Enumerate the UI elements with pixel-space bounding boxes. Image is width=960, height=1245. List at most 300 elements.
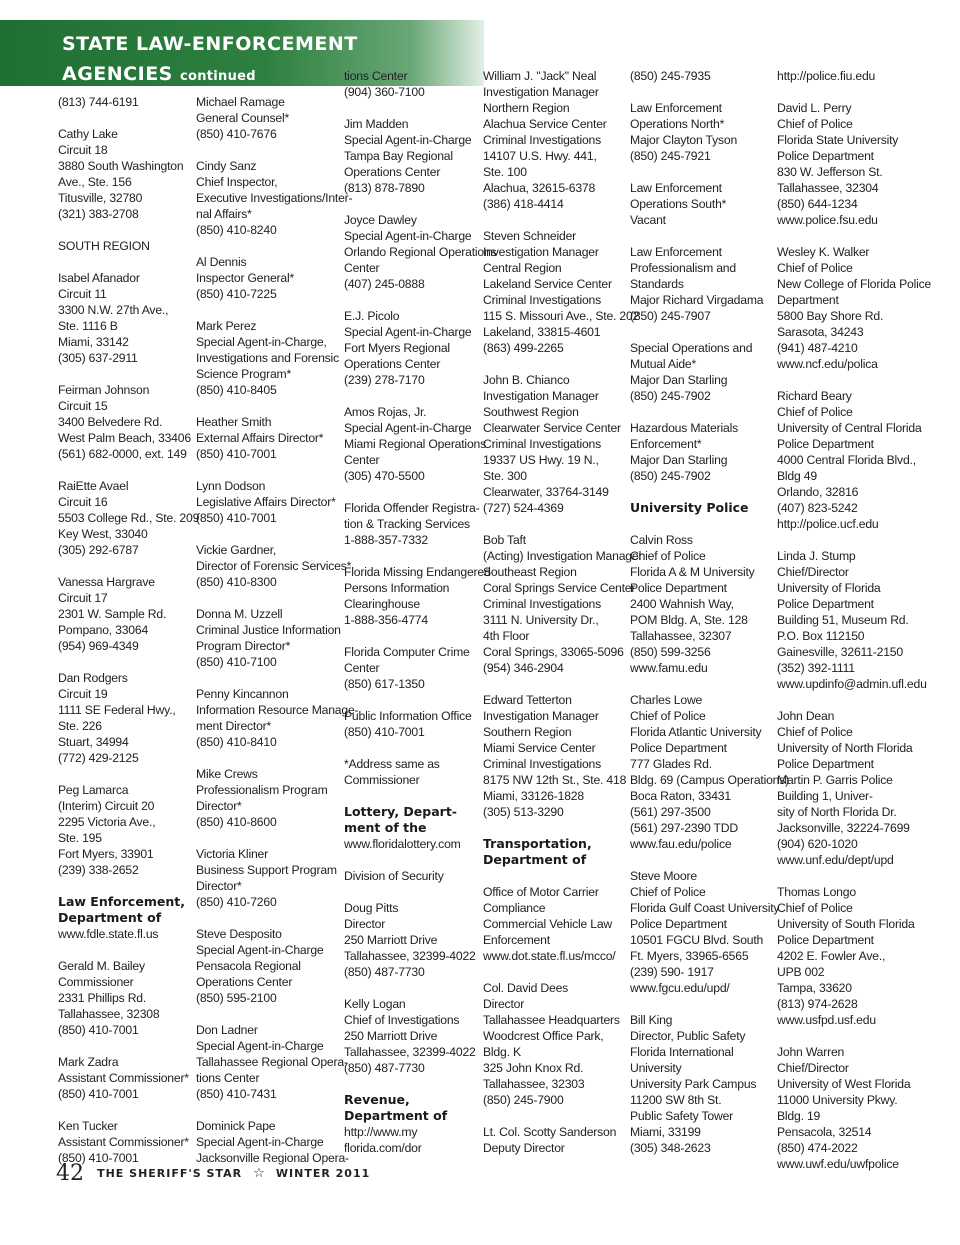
directory-line: Southwest Region [483, 405, 579, 419]
directory-line: Martin P. Garris Police [777, 773, 893, 787]
spacer [344, 196, 474, 212]
directory-line: 2331 Phillips Rd. [58, 991, 147, 1005]
directory-line: (305) 637-2911 [58, 351, 138, 365]
directory-line: SOUTH REGION [58, 239, 150, 253]
directory-line: Office of Motor Carrier [483, 885, 599, 899]
directory-line: Building 51, Museum Rd. [777, 613, 909, 627]
directory-line: (850) 410-7260 [196, 895, 277, 909]
directory-line: Tampa Bay Regional [344, 149, 453, 163]
directory-line: Southeast Region [483, 565, 577, 579]
directory-line: Persons Information [344, 581, 450, 595]
directory-line: Criminal Investigations [483, 437, 602, 451]
spacer [196, 526, 334, 542]
directory-line: Southern Region [483, 725, 572, 739]
spacer [777, 84, 915, 100]
spacer [344, 100, 474, 116]
directory-line: (850) 245-7921 [630, 149, 711, 163]
directory-line: (850) 245-7900 [483, 1093, 564, 1107]
directory-line: Jacksonville Regional Opera- [196, 1151, 349, 1165]
spacer [630, 484, 768, 500]
directory-line: Operations Center [344, 357, 441, 371]
directory-line: (561) 682-0000, ext. 149 [58, 447, 187, 461]
directory-line: Center [344, 453, 380, 467]
directory-line: Feirman Johnson [58, 383, 150, 397]
directory-line: www.usfpd.usf.edu [777, 1013, 876, 1027]
directory-line: Chief of Police [630, 885, 706, 899]
directory-line: Miami, 33126-1828 [483, 789, 584, 803]
directory-line: New College of Florida Police [777, 277, 932, 291]
directory-line: http://www.my [344, 1125, 418, 1139]
spacer [344, 980, 474, 996]
directory-line: Police Department [630, 741, 727, 755]
directory-line: Investigation Manager [483, 709, 599, 723]
directory-line: http://police.fiu.edu [777, 69, 876, 83]
directory-line: www.updinfo@admin.ufl.edu [777, 677, 927, 691]
spacer [483, 356, 623, 372]
directory-line: Major Richard Virgadama [630, 293, 764, 307]
directory-line: Chief of Police [777, 261, 853, 275]
directory-line: Bldg 49 [777, 469, 817, 483]
directory-line: William J. "Jack" Neal [483, 69, 597, 83]
publication-name: THE SHERIFF'S STAR [97, 1167, 243, 1180]
directory-line: Steve Moore [630, 869, 697, 883]
agency-heading: Transportation, [483, 836, 592, 851]
directory-line: Chief/Director [777, 1061, 849, 1075]
directory-line: Fort Myers Regional [344, 341, 450, 355]
directory-line: (561) 297-2390 TDD [630, 821, 738, 835]
directory-line: Circuit 15 [58, 399, 108, 413]
directory-line: Penny Kincannon [196, 687, 289, 701]
directory-line: Alachua Service Center [483, 117, 607, 131]
directory-line: (850) 474-2022 [777, 1141, 858, 1155]
directory-line: Police Department [777, 757, 874, 771]
directory-line: 19337 US Hwy. 19 N., [483, 453, 599, 467]
directory-line: Stuart, 34994 [58, 735, 129, 749]
directory-line: Investigation Manager [483, 85, 599, 99]
directory-line: University of Florida [777, 581, 881, 595]
directory-line: (850) 245-7902 [630, 389, 711, 403]
directory-line: Tallahassee, 32303 [483, 1077, 585, 1091]
directory-line: Inspector General* [196, 271, 295, 285]
directory-line: (850) 410-8600 [196, 815, 277, 829]
spacer [344, 388, 474, 404]
directory-line: Investigation Manager [483, 389, 599, 403]
directory-line: Isabel Afanador [58, 271, 140, 285]
directory-line: Professionalism Program [196, 783, 328, 797]
directory-line: Chief of Investigations [344, 1013, 460, 1027]
directory-line: (863) 499-2265 [483, 341, 564, 355]
directory-line: 1-888-357-7332 [344, 533, 428, 547]
directory-column-6 [777, 68, 932, 1172]
directory-line: Orlando, 32816 [777, 485, 859, 499]
directory-line: Chief of Police [777, 725, 853, 739]
agency-heading: Department of [344, 1108, 448, 1123]
directory-line: 3111 N. University Dr., [483, 613, 599, 627]
directory-line: Calvin Ross [630, 533, 693, 547]
spacer [630, 228, 768, 244]
directory-line: 1111 SE Federal Hwy., [58, 703, 176, 717]
directory-line: (850) 410-7001 [344, 725, 425, 739]
agency-heading: Lottery, Depart- [344, 804, 457, 819]
directory-line: Don Ladner [196, 1023, 258, 1037]
spacer [777, 372, 915, 388]
directory-line: Florida A & M University [630, 565, 755, 579]
directory-line: Lakeland, 33815-4601 [483, 325, 601, 339]
directory-line: Titusville, 32780 [58, 191, 143, 205]
spacer [58, 654, 188, 670]
directory-line: Major Dan Starling [630, 373, 728, 387]
directory-line: Public Safety Tower [630, 1109, 734, 1123]
directory-line: (850) 410-7001 [58, 1087, 139, 1101]
directory-line: Pensacola Regional [196, 959, 301, 973]
directory-line: (850) 410-7431 [196, 1087, 277, 1101]
directory-line: John B. Chianco [483, 373, 570, 387]
directory-line: (850) 599-3256 [630, 645, 711, 659]
directory-line: 4th Floor [483, 629, 530, 643]
directory-line: Amos Rojas, Jr. [344, 405, 427, 419]
directory-line: Dan Rodgers [58, 671, 128, 685]
directory-line: (813) 744-6191 [58, 95, 139, 109]
directory-line: Bldg. 69 (Campus Operations) [630, 773, 790, 787]
spacer [483, 212, 623, 228]
directory-line: Fort Myers, 33901 [58, 847, 154, 861]
directory-line: Mark Zadra [58, 1055, 119, 1069]
directory-line: Director of Forensic Services* [196, 559, 352, 573]
directory-line: (850) 595-2100 [196, 991, 277, 1005]
directory-line: Clearwater, 33764-3149 [483, 485, 609, 499]
directory-line: Tampa, 33620 [777, 981, 852, 995]
directory-line: Charles Lowe [630, 693, 703, 707]
directory-line: Bill King [630, 1013, 673, 1027]
directory-line: Division of Security [344, 869, 444, 883]
directory-line: Enforcement* [630, 437, 702, 451]
directory-line: John Warren [777, 1045, 845, 1059]
directory-line: University Park Campus [630, 1077, 757, 1091]
directory-line: (561) 297-3500 [630, 805, 711, 819]
directory-line: Cathy Lake [58, 127, 118, 141]
directory-line: 14107 U.S. Hwy. 441, [483, 149, 597, 163]
directory-line: Ave., Ste. 156 [58, 175, 132, 189]
spacer [777, 692, 915, 708]
directory-line: Legislative Affairs Director* [196, 495, 336, 509]
directory-line: Center [344, 261, 380, 275]
directory-line: (850) 245-7935 [630, 69, 711, 83]
directory-line: John Dean [777, 709, 835, 723]
directory-line: West Palm Beach, 33406 [58, 431, 191, 445]
directory-line: Building 1, Univer- [777, 789, 873, 803]
directory-line: Sarasota, 34243 [777, 325, 864, 339]
spacer [630, 852, 768, 868]
directory-line: Science Program* [196, 367, 292, 381]
directory-line: (239) 278-7170 [344, 373, 425, 387]
directory-line: Director* [196, 799, 242, 813]
directory-line: sity of North Florida Dr. [777, 805, 897, 819]
directory-line: Edward Tetterton [483, 693, 572, 707]
directory-line: Clearinghouse [344, 597, 420, 611]
directory-line: (305) 470-5500 [344, 469, 425, 483]
agency-heading: Law Enforcement, [58, 894, 185, 909]
directory-line: 5503 College Rd., Ste. 209 [58, 511, 200, 525]
directory-line: Miami, 33142 [58, 335, 129, 349]
directory-line: Donna M. Uzzell [196, 607, 283, 621]
directory-line: Richard Beary [777, 389, 852, 403]
directory-line: Chief of Police [777, 405, 853, 419]
directory-line: Assistant Commissioner* [58, 1071, 189, 1085]
directory-line: Tallahassee, 32399-4022 [344, 1045, 476, 1059]
directory-line: Mark Perez [196, 319, 257, 333]
directory-line: 250 Marriott Drive [344, 933, 438, 947]
directory-line: Col. David Dees [483, 981, 569, 995]
directory-line: Al Dennis [196, 255, 247, 269]
directory-line: (407) 823-5242 [777, 501, 858, 515]
directory-line: (954) 346-2904 [483, 661, 564, 675]
directory-line: Investigation Manager [483, 245, 599, 259]
directory-line: Criminal Justice Information [196, 623, 341, 637]
directory-line: (305) 348-2623 [630, 1141, 711, 1155]
directory-line: *Address same as [344, 757, 440, 771]
directory-line: Police Department [630, 581, 727, 595]
directory-line: tion & Tracking Services [344, 517, 470, 531]
directory-line: Orlando Regional Operations [344, 245, 497, 259]
spacer [483, 516, 623, 532]
directory-line: Tallahassee, 32308 [58, 1007, 160, 1021]
directory-line: Bob Taft [483, 533, 526, 547]
directory-line: (727) 524-4369 [483, 501, 564, 515]
spacer [344, 1076, 474, 1092]
agency-heading: Department of [483, 852, 587, 867]
directory-line: 5800 Bay Shore Rd. [777, 309, 884, 323]
spacer [196, 238, 334, 254]
directory-line: Special Agent-in-Charge [196, 943, 324, 957]
directory-line: Coral Springs Service Center [483, 581, 636, 595]
directory-line: Peg Lamarca [58, 783, 129, 797]
directory-line: Key West, 33040 [58, 527, 148, 541]
directory-line: nal Affairs* [196, 207, 252, 221]
directory-line: Tallahassee, 32304 [777, 181, 879, 195]
directory-line: Pompano, 33064 [58, 623, 149, 637]
directory-line: 11200 SW 8th St. [630, 1093, 722, 1107]
spacer [344, 884, 474, 900]
directory-line: Criminal Investigations [483, 597, 602, 611]
spacer [58, 222, 188, 238]
agency-heading: Department of [58, 910, 162, 925]
directory-line: (850) 487-7730 [344, 965, 425, 979]
spacer [58, 878, 188, 894]
agency-heading: Revenue, [344, 1092, 410, 1107]
directory-line: (305) 292-6787 [58, 543, 139, 557]
directory-line: www.famu.edu [630, 661, 708, 675]
directory-line: Police Department [630, 917, 727, 931]
spacer [58, 110, 188, 126]
spacer [196, 670, 334, 686]
directory-line: ment Director* [196, 719, 272, 733]
directory-line: (850) 410-8240 [196, 223, 277, 237]
directory-line: UPB 002 [777, 965, 825, 979]
spacer [344, 292, 474, 308]
directory-line: www.uwf.edu/uwfpolice [777, 1157, 899, 1171]
directory-line: RaiEtte Avael [58, 479, 129, 493]
directory-column-4 [483, 68, 643, 1156]
directory-line: (954) 969-4349 [58, 639, 139, 653]
directory-line: David L. Perry [777, 101, 852, 115]
directory-line: (904) 360-7100 [344, 85, 425, 99]
directory-line: Vickie Gardner, [196, 543, 277, 557]
directory-line: University of West Florida [777, 1077, 911, 1091]
directory-line: Jacksonville, 32224-7699 [777, 821, 910, 835]
directory-line: University of North Florida [777, 741, 913, 755]
directory-line: Criminal Investigations [483, 757, 602, 771]
directory-line: (386) 418-4414 [483, 197, 564, 211]
directory-line: Operations Center [344, 165, 441, 179]
directory-line: Linda J. Stump [777, 549, 856, 563]
page-footer [56, 1161, 370, 1186]
directory-line: Director, Public Safety [630, 1029, 746, 1043]
spacer [58, 1102, 188, 1118]
directory-line: (850) 410-8300 [196, 575, 277, 589]
spacer [196, 142, 334, 158]
spacer [196, 462, 334, 478]
directory-line: (941) 487-4210 [777, 341, 858, 355]
directory-line: External Affairs Director* [196, 431, 324, 445]
spacer [58, 254, 188, 270]
directory-line: Joyce Dawley [344, 213, 417, 227]
directory-line: (850) 487-7730 [344, 1061, 425, 1075]
directory-line: Victoria Kliner [196, 847, 268, 861]
directory-line: 777 Glades Rd. [630, 757, 712, 771]
directory-line: Operations Center [196, 975, 293, 989]
spacer [344, 548, 474, 564]
directory-line: Commissioner [58, 975, 134, 989]
spacer [483, 1108, 623, 1124]
directory-line: Chief of Police [777, 117, 853, 131]
directory-line: 2295 Victoria Ave., [58, 815, 156, 829]
directory-line: (352) 392-1111 [777, 661, 855, 675]
directory-line: (Acting) Investigation Manager [483, 549, 643, 563]
directory-line: Police Department [777, 149, 874, 163]
directory-line: Special Agent-in-Charge [344, 421, 472, 435]
directory-line: (772) 429-2125 [58, 751, 139, 765]
directory-line: Woodcrest Office Park, [483, 1029, 604, 1043]
directory-line: Tallahassee, 32399-4022 [344, 949, 476, 963]
directory-line: Information Resource Manage- [196, 703, 359, 717]
spacer [483, 820, 623, 836]
directory-column-5 [630, 68, 790, 1156]
directory-line: Ken Tucker [58, 1119, 118, 1133]
spacer [344, 852, 474, 868]
directory-line: (850) 410-8410 [196, 735, 277, 749]
directory-line: Circuit 16 [58, 495, 108, 509]
spacer [483, 964, 623, 980]
directory-line: Criminal Investigations [483, 293, 602, 307]
directory-line: Michael Ramage [196, 95, 285, 109]
issue-date: WINTER 2011 [275, 1167, 371, 1180]
directory-line: (850) 617-1350 [344, 677, 425, 691]
spacer [630, 404, 768, 420]
directory-line: Law Enforcement [630, 181, 722, 195]
directory-line: (239) 338-2652 [58, 863, 139, 877]
directory-line: (850) 245-7907 [630, 309, 711, 323]
directory-column-3 [344, 68, 497, 1156]
directory-line: Special Agent-in-Charge, [196, 335, 327, 349]
spacer [344, 484, 474, 500]
directory-line: Chief/Director [777, 565, 849, 579]
directory-line: Ft. Myers, 33965-6565 [630, 949, 749, 963]
directory-line: Chief Inspector, [196, 175, 278, 189]
directory-line: Director [483, 997, 525, 1011]
directory-line: Dominick Pape [196, 1119, 276, 1133]
directory-line: (850) 410-8405 [196, 383, 277, 397]
directory-line: Circuit 11 [58, 287, 107, 301]
directory-line: (904) 620-1020 [777, 837, 858, 851]
directory-line: Special Agent-in-Charge [344, 229, 472, 243]
spacer [196, 750, 334, 766]
directory-line: Chief of Police [777, 901, 853, 915]
directory-line: Bldg. K [483, 1045, 521, 1059]
directory-line: Ste. 226 [58, 719, 102, 733]
spacer [58, 558, 188, 574]
directory-line: 10501 FGCU Blvd. South [630, 933, 764, 947]
directory-line: Hazardous Materials [630, 421, 738, 435]
directory-line: Gerald M. Bailey [58, 959, 145, 973]
directory-column-1 [58, 94, 200, 1166]
directory-line: Doug Pitts [344, 901, 399, 915]
directory-line: Executive Investigations/Inter- [196, 191, 353, 205]
spacer [777, 1028, 915, 1044]
directory-line: 325 John Knox Rd. [483, 1061, 584, 1075]
directory-line: Law Enforcement [630, 101, 722, 115]
directory-line: Wesley K. Walker [777, 245, 870, 259]
directory-line: (850) 410-7001 [58, 1151, 139, 1165]
directory-line: General Counsel* [196, 111, 290, 125]
directory-line: University of South Florida [777, 917, 915, 931]
spacer [344, 628, 474, 644]
directory-line: POM Bldg. A, Ste. 128 [630, 613, 748, 627]
directory-line: Special Operations and [630, 341, 753, 355]
directory-line: Circuit 19 [58, 687, 108, 701]
spacer [196, 590, 334, 606]
spacer [630, 516, 768, 532]
directory-line: Major Dan Starling [630, 453, 728, 467]
directory-line: (813) 974-2628 [777, 997, 858, 1011]
directory-line: Commissioner [344, 773, 420, 787]
directory-line: Commercial Vehicle Law [483, 917, 613, 931]
directory-line: Police Department [777, 597, 874, 611]
directory-line: 1-888-356-4774 [344, 613, 428, 627]
directory-line: (305) 513-3290 [483, 805, 564, 819]
directory-line: 2400 Wahnish Way, [630, 597, 734, 611]
directory-line: Compliance [483, 901, 546, 915]
directory-line: Tallahassee, 32307 [630, 629, 732, 643]
directory-line: www.fdle.state.fl.us [58, 927, 159, 941]
directory-line: 3300 N.W. 27th Ave., [58, 303, 169, 317]
spacer [58, 366, 188, 382]
directory-line: Special Agent-in-Charge [344, 325, 472, 339]
directory-line: 11000 University Pkwy. [777, 1093, 898, 1107]
spacer [196, 830, 334, 846]
directory-line: Professionalism and [630, 261, 736, 275]
agency-heading: University Police [630, 500, 749, 515]
directory-line: www.floridalottery.com [344, 837, 461, 851]
spacer [630, 164, 768, 180]
directory-line: 4202 E. Fowler Ave., [777, 949, 886, 963]
spacer [630, 676, 768, 692]
section-title-line2 [62, 63, 256, 85]
directory-line: (850) 245-7902 [630, 469, 711, 483]
directory-line: Operations North* [630, 117, 725, 131]
directory-line: (850) 410-7001 [58, 1023, 139, 1037]
directory-line: 4000 Central Florida Blvd., [777, 453, 916, 467]
directory-line: 3880 South Washington [58, 159, 184, 173]
